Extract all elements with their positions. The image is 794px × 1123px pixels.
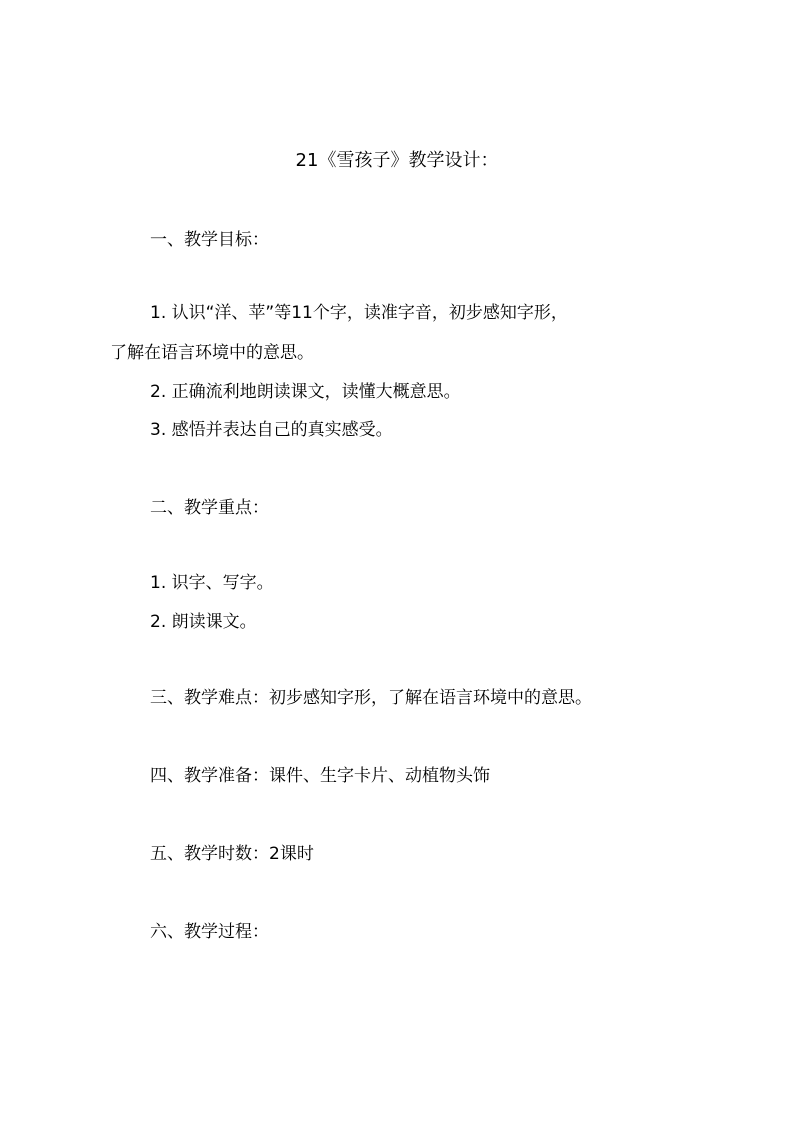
- objective-item-2: 2. 正确流利地朗读课文，读懂大概意思。: [150, 382, 461, 402]
- objective-item-3: 3. 感悟并表达自己的真实感受。: [150, 420, 393, 440]
- section-difficult-points: 三、教学难点：初步感知字形，了解在语言环境中的意思。: [150, 688, 592, 708]
- section-preparation: 四、教学准备：课件、生字卡片、动植物头饰: [150, 766, 490, 786]
- key-point-item-1: 1. 识字、写字。: [150, 573, 274, 593]
- document-title: 21《雪孩子》教学设计：: [295, 150, 499, 171]
- section-class-hours: 五、教学时数：2课时: [150, 844, 314, 864]
- key-point-item-2: 2. 朗读课文。: [150, 612, 257, 632]
- objective-item-1-continued: 了解在语言环境中的意思。: [110, 343, 314, 363]
- objective-item-1: 1. 认识“洋、苹”等11个字，读准字音，初步感知字形，: [150, 303, 568, 323]
- section-heading-key-points: 二、教学重点：: [150, 498, 269, 518]
- section-heading-objectives: 一、教学目标：: [150, 230, 269, 250]
- section-teaching-process: 六、教学过程：: [150, 922, 269, 942]
